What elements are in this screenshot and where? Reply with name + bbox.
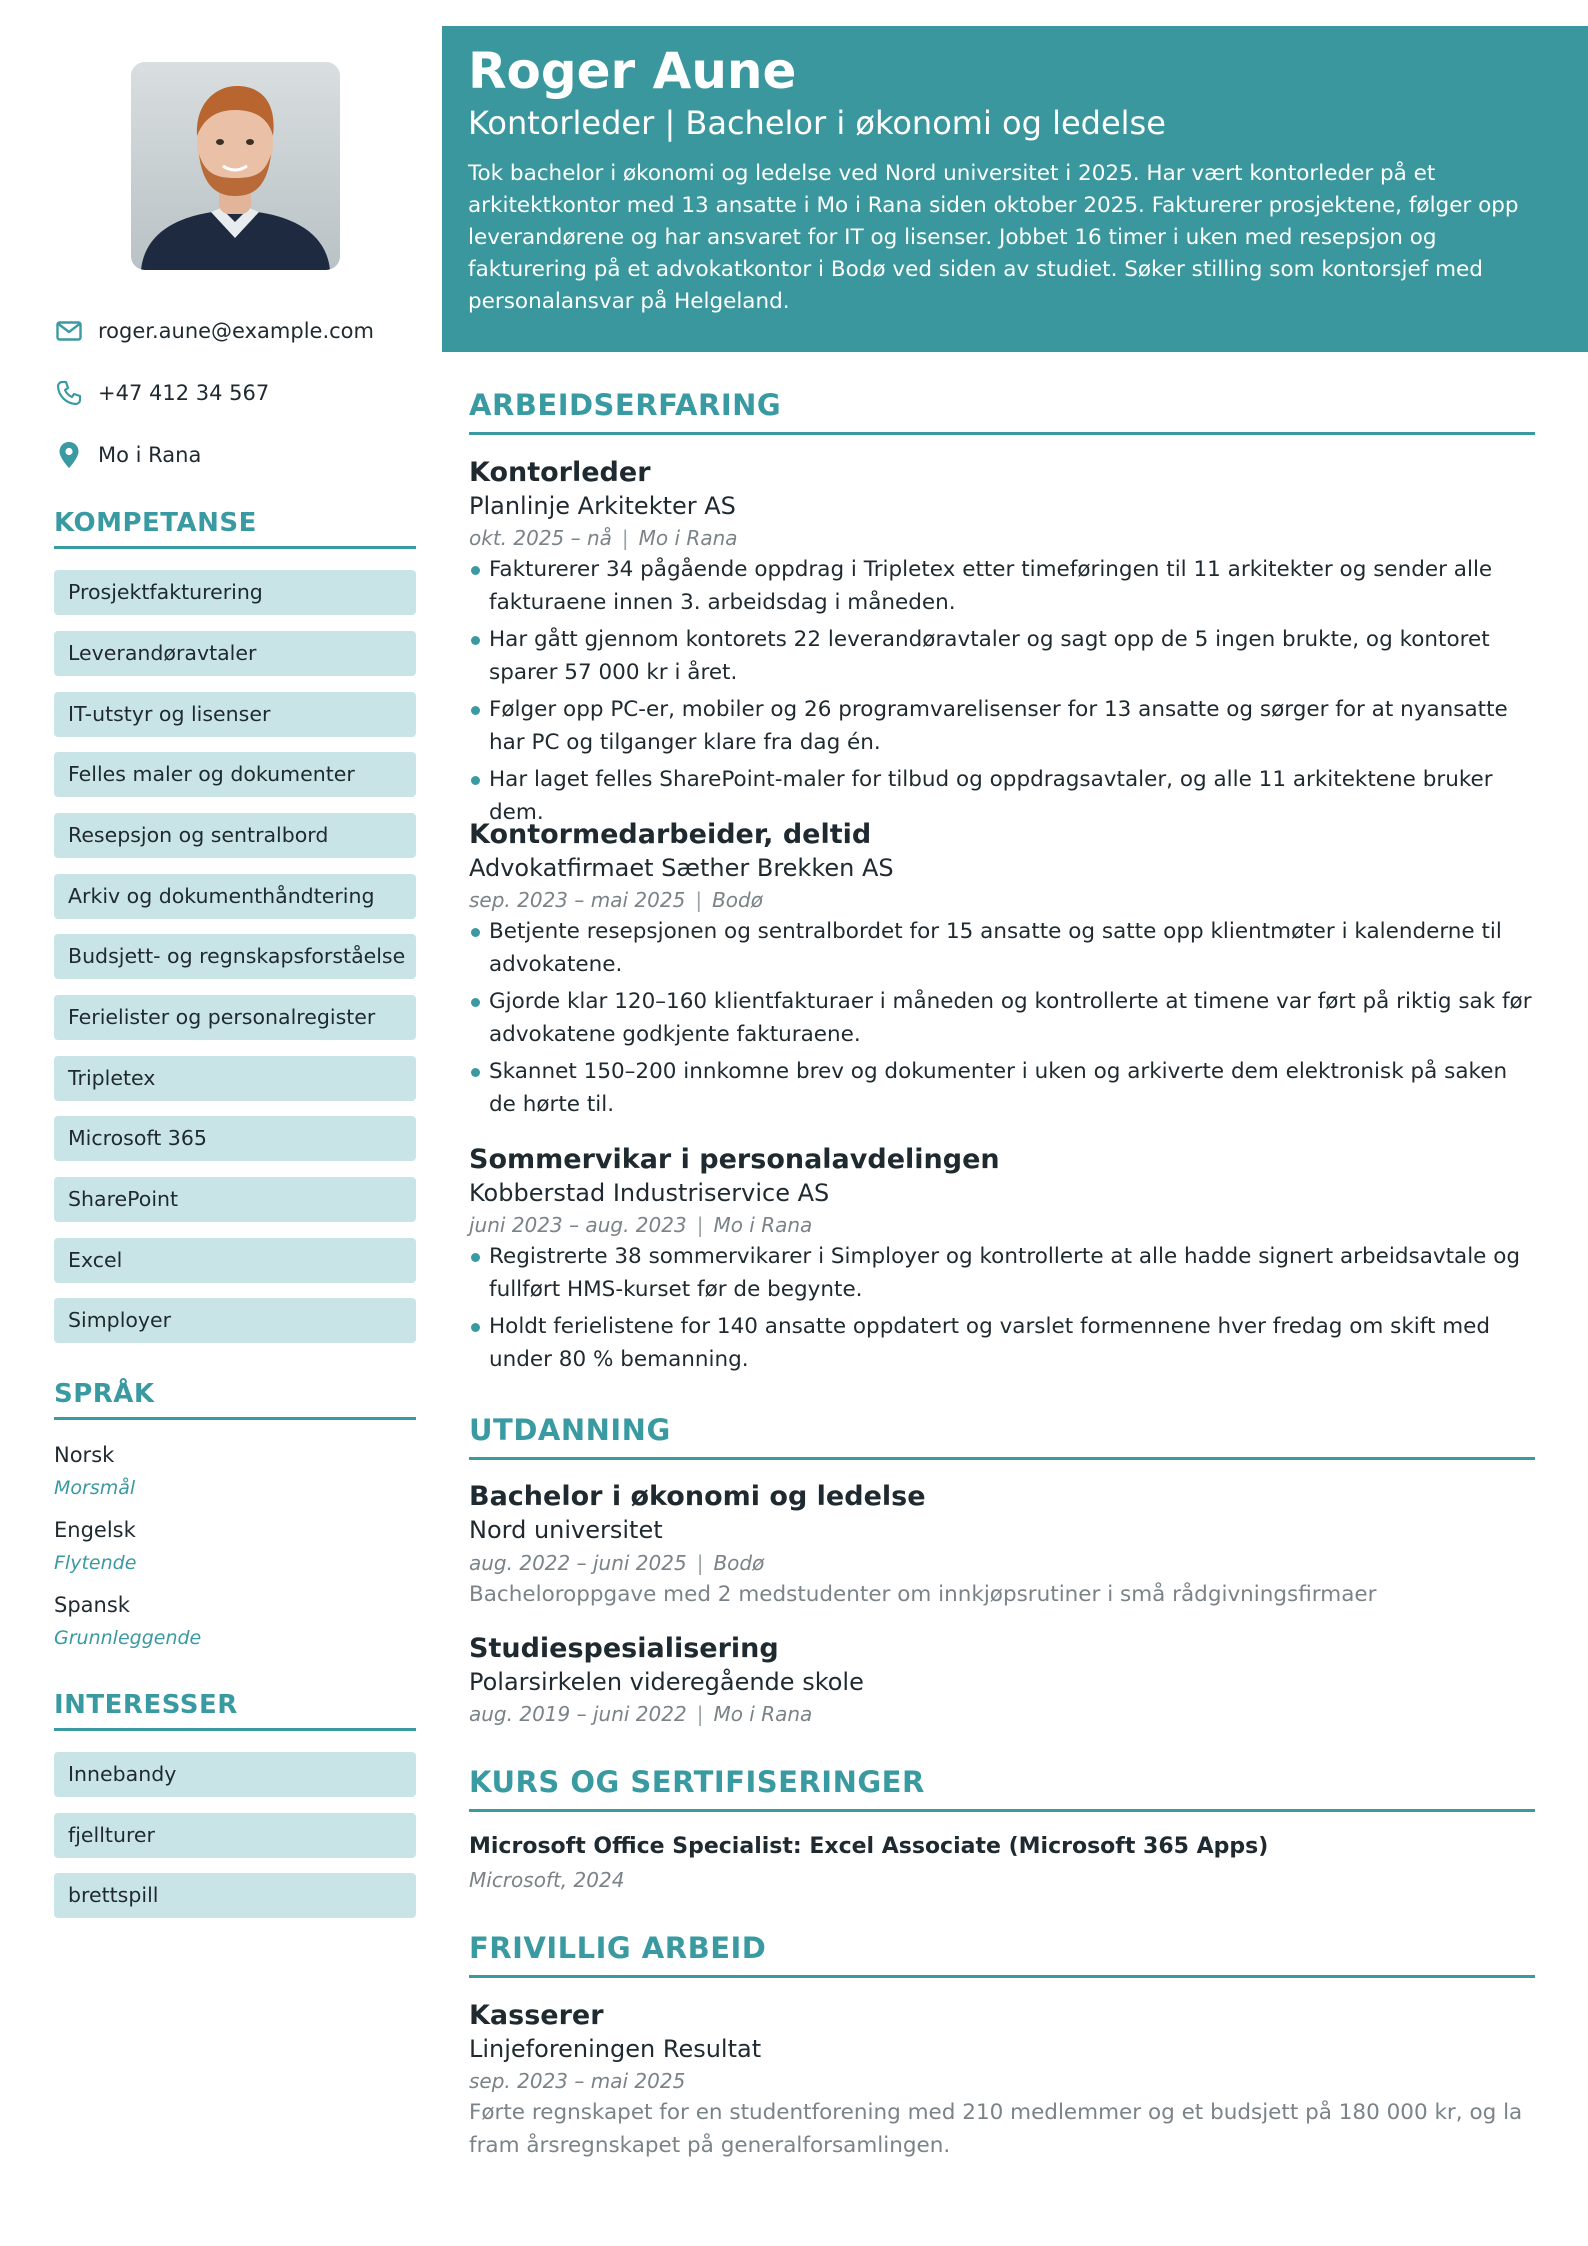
job-org: Kobberstad Industriservice AS bbox=[469, 1179, 830, 1207]
meta-separator: | bbox=[696, 1551, 704, 1575]
course-meta: Microsoft, 2024 bbox=[469, 1868, 625, 1892]
bullet-item: Registrerte 38 sommervikarer i Simployer og kontrollerte at alle hadde signert arbeidsavtale og fullført HMS-kurset før de begynte. bbox=[469, 1240, 1535, 1306]
job-meta bbox=[469, 1213, 812, 1237]
email-text[interactable]: roger.aune@example.com bbox=[98, 319, 374, 343]
job-org: Planlinje Arkitekter AS bbox=[469, 492, 736, 520]
education-place: Bodø bbox=[713, 1551, 765, 1575]
volunteer-role: Kasserer bbox=[469, 2000, 604, 2031]
meta-separator: | bbox=[621, 526, 629, 550]
education-school: Polarsirkelen videregående skole bbox=[469, 1668, 864, 1696]
person-title: Kontorleder | Bachelor i økonomi og ledelse bbox=[468, 104, 1166, 142]
education-note: Bacheloroppgave med 2 medstudenter om innkjøpsrutiner i små rådgivningsfirmaer bbox=[469, 1582, 1377, 1607]
header-banner bbox=[442, 26, 1588, 352]
job-place: Bodø bbox=[712, 888, 763, 912]
skill-chip: Felles maler og dokumenter bbox=[54, 752, 416, 797]
skill-chip: IT-utstyr og lisenser bbox=[54, 692, 416, 737]
profile-photo bbox=[131, 62, 340, 270]
education-dates: aug. 2022 – juni 2025 bbox=[469, 1551, 687, 1575]
volunteer-heading: FRIVILLIG ARBEID bbox=[469, 1931, 1535, 1978]
job-bullets bbox=[469, 1240, 1535, 1380]
job-meta bbox=[469, 526, 738, 550]
job-dates: sep. 2023 – mai 2025 bbox=[469, 888, 686, 912]
education-degree: Bachelor i økonomi og ledelse bbox=[469, 1481, 926, 1512]
skill-chip: SharePoint bbox=[54, 1177, 416, 1222]
bullet-item: Har laget felles SharePoint-maler for tilbud og oppdragsavtaler, og alle 11 arkitektene bruker dem. bbox=[469, 763, 1535, 829]
phone-icon bbox=[54, 378, 84, 408]
job-meta bbox=[469, 888, 763, 912]
language-name: Norsk bbox=[54, 1443, 115, 1467]
bullet-item: Følger opp PC-er, mobiler og 26 programvarelisenser for 13 ansatte og sørger for at nyansatte har PC og tilganger klare fra dag én. bbox=[469, 693, 1535, 759]
bullet-item: Har gått gjennom kontorets 22 leverandøravtaler og sagt opp de 5 ingen brukte, og kontoret sparer 57 000 kr i året. bbox=[469, 623, 1535, 689]
person-name: Roger Aune bbox=[468, 42, 797, 100]
job-place: Mo i Rana bbox=[713, 1213, 813, 1237]
skill-chip: Simployer bbox=[54, 1298, 416, 1343]
experience-heading: ARBEIDSERFARING bbox=[469, 388, 1535, 435]
language-level: Grunnleggende bbox=[54, 1627, 202, 1649]
skill-chip: Arkiv og dokumenthåndtering bbox=[54, 874, 416, 919]
bullet-item: Holdt ferielistene for 140 ansatte oppdatert og varslet formennene hver fredag om skift med under 80 % bemanning. bbox=[469, 1310, 1535, 1376]
contact-email[interactable] bbox=[54, 313, 416, 349]
skill-chip: Microsoft 365 bbox=[54, 1116, 416, 1161]
bullet-item: Fakturerer 34 pågående oppdrag i Tripletex etter timeføringen til 11 arkitekter og sender alle fakturaene innen 3. arbeidsdag i måneden. bbox=[469, 553, 1535, 619]
job-role: Kontorleder bbox=[469, 457, 651, 488]
job-dates: juni 2023 – aug. 2023 bbox=[469, 1213, 687, 1237]
skill-chip: Ferielister og personalregister bbox=[54, 995, 416, 1040]
job-bullets bbox=[469, 915, 1535, 1125]
skill-chip: Budsjett- og regnskapsforståelse bbox=[54, 934, 416, 979]
location-text: Mo i Rana bbox=[98, 443, 202, 467]
languages-heading: SPRÅK bbox=[54, 1379, 416, 1420]
education-school: Nord universitet bbox=[469, 1516, 663, 1544]
skill-chip: Prosjektfakturering bbox=[54, 570, 416, 615]
education-degree: Studiespesialisering bbox=[469, 1633, 779, 1664]
education-dates: aug. 2019 – juni 2022 bbox=[469, 1702, 687, 1726]
job-dates: okt. 2025 – nå bbox=[469, 526, 612, 550]
contact-location bbox=[54, 437, 416, 473]
summary-text: Tok bachelor i økonomi og ledelse ved Nord universitet i 2025. Har vært kontorleder på et arkitektkontor med 13 ansatte i Mo i Rana siden oktober 2025. Fakturerer prosjektene, følger opp leverandørene og har ansvaret for IT og lisenser. Jobbet 16 timer i uken med resepsjon og fakturering på et advokatkontor i Bodø ved siden av studiet. Søker stilling som kontorsjef med personalansvar på Helgeland. bbox=[468, 161, 1519, 314]
skill-chip: Excel bbox=[54, 1238, 416, 1283]
meta-separator: | bbox=[696, 1213, 704, 1237]
bullet-item: Betjente resepsjonen og sentralbordet for 15 ansatte og satte opp klientmøter i kalenderne til advokatene. bbox=[469, 915, 1535, 981]
contact-phone[interactable] bbox=[54, 375, 416, 411]
interests-heading: INTERESSER bbox=[54, 1690, 416, 1731]
language-name: Engelsk bbox=[54, 1518, 136, 1542]
courses-heading: KURS OG SERTIFISERINGER bbox=[469, 1765, 1535, 1812]
language-level: Morsmål bbox=[54, 1477, 136, 1499]
skill-chip: Resepsjon og sentralbord bbox=[54, 813, 416, 858]
volunteer-org: Linjeforeningen Resultat bbox=[469, 2035, 762, 2063]
location-pin-icon bbox=[54, 440, 84, 470]
bullet-item: Gjorde klar 120–160 klientfakturaer i måneden og kontrollerte at timene var ført på riktig sak før advokatene godkjente fakturaene. bbox=[469, 985, 1535, 1051]
mail-icon bbox=[54, 316, 84, 346]
bullet-item: Skannet 150–200 innkomne brev og dokumenter i uken og arkiverte dem elektronisk på saken de hørte til. bbox=[469, 1055, 1535, 1121]
education-place: Mo i Rana bbox=[713, 1702, 813, 1726]
interest-chip: Innebandy bbox=[54, 1752, 416, 1797]
skill-chip: Tripletex bbox=[54, 1056, 416, 1101]
education-heading: UTDANNING bbox=[469, 1413, 1535, 1460]
volunteer-dates: sep. 2023 – mai 2025 bbox=[469, 2069, 686, 2093]
language-name: Spansk bbox=[54, 1593, 130, 1617]
job-role: Sommervikar i personalavdelingen bbox=[469, 1144, 1000, 1175]
phone-text[interactable]: +47 412 34 567 bbox=[98, 381, 270, 405]
interest-chip: fjellturer bbox=[54, 1813, 416, 1858]
job-bullets bbox=[469, 553, 1535, 833]
meta-separator: | bbox=[696, 1702, 704, 1726]
job-org: Advokatfirmaet Sæther Brekken AS bbox=[469, 854, 894, 882]
volunteer-desc: Førte regnskapet for en studentforening med 210 medlemmer og et budsjett på 180 000 kr, og la fram årsregnskapet på generalforsamlingen. bbox=[469, 2100, 1523, 2158]
education-meta bbox=[469, 1551, 764, 1575]
meta-separator: | bbox=[695, 888, 703, 912]
job-place: Mo i Rana bbox=[638, 526, 738, 550]
skills-heading: KOMPETANSE bbox=[54, 508, 416, 549]
interest-chip: brettspill bbox=[54, 1873, 416, 1918]
language-level: Flytende bbox=[54, 1552, 137, 1574]
job-role: Kontormedarbeider, deltid bbox=[469, 819, 872, 850]
course-name: Microsoft Office Specialist: Excel Associate (Microsoft 365 Apps) bbox=[469, 1834, 1269, 1859]
skill-chip: Leverandøravtaler bbox=[54, 631, 416, 676]
education-meta bbox=[469, 1702, 812, 1726]
